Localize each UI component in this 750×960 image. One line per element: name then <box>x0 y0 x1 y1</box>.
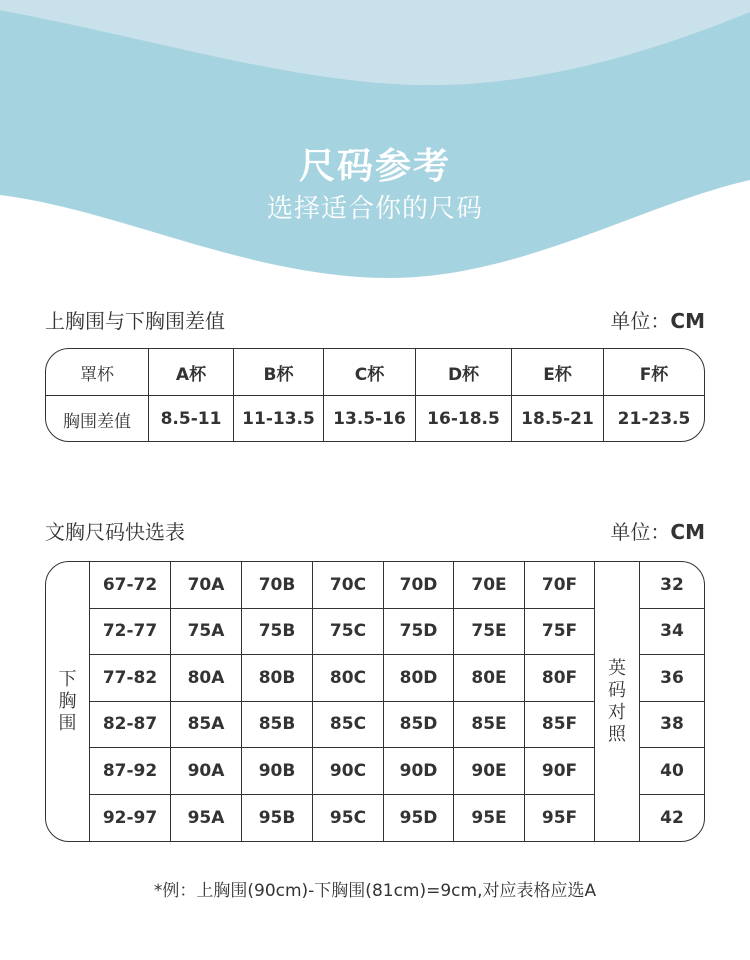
bra-size-cell: 75A <box>171 609 242 656</box>
unit-label: 单位： <box>610 309 671 333</box>
uk-size-cell: 38 <box>640 702 704 749</box>
diff-value-cell: 8.5-11 <box>149 396 234 442</box>
underbust-range-cell: 77-82 <box>90 655 171 702</box>
bra-size-cell: 80A <box>171 655 242 702</box>
uk-size-cell: 32 <box>640 562 704 609</box>
bra-size-cell: 80B <box>242 655 313 702</box>
bra-size-cell: 85D <box>384 702 454 749</box>
vertical-label-char: 照 <box>608 723 626 745</box>
bra-size-cell: 95C <box>313 795 384 842</box>
cup-header-cell: C杯 <box>324 349 416 396</box>
bra-size-cell: 95F <box>525 795 595 842</box>
uk-size-cell: 36 <box>640 655 704 702</box>
example-note: *例：上胸围(90cm)-下胸围(81cm)=9cm,对应表格应选A <box>153 881 597 901</box>
bra-size-cell: 90E <box>454 748 525 795</box>
bra-size-table <box>45 561 705 842</box>
uk-size-cell: 34 <box>640 609 704 656</box>
diff-value-cell: 21-23.5 <box>617 409 691 429</box>
vertical-label-char: 对 <box>608 701 626 723</box>
uk-size-vertical-label <box>595 562 640 841</box>
uk-size-cell: 42 <box>660 807 684 828</box>
bra-size-cell: 90D <box>384 748 454 795</box>
bra-size-cell: 75D <box>384 609 454 656</box>
bra-size-cell: 70F <box>525 562 595 609</box>
bra-size-cell: 95A <box>171 795 242 842</box>
bra-size-cell: 95D <box>384 795 454 842</box>
bra-size-cell: 80D <box>384 655 454 702</box>
underbust-range-cell: 87-92 <box>90 748 171 795</box>
bra-size-cell: 80E <box>454 655 525 702</box>
cup-diff-section-title: 上胸围与下胸围差值 <box>45 309 225 333</box>
diff-value-cell: 18.5-21 <box>512 396 604 442</box>
cup-header-cell: F杯 <box>604 349 704 396</box>
cup-header-cell: A杯 <box>149 349 234 396</box>
unit-value: CM <box>670 309 705 333</box>
bra-size-cell: 85C <box>313 702 384 749</box>
vertical-label-char: 下 <box>58 668 77 690</box>
bra-size-cell: 85F <box>525 702 595 749</box>
vertical-label-char: 码 <box>608 679 626 701</box>
unit-label: 单位： <box>610 520 671 544</box>
bra-size-cell: 75E <box>454 609 525 656</box>
cup-diff-table <box>45 348 705 442</box>
bra-size-cell: 70E <box>454 562 525 609</box>
bra-size-cell: 95E <box>454 795 525 842</box>
bra-size-cell: 70D <box>384 562 454 609</box>
diff-value-cell: 16-18.5 <box>416 396 512 442</box>
cup-header-cell: D杯 <box>416 349 512 396</box>
bra-size-cell: 70B <box>242 562 313 609</box>
bra-size-cell: 70C <box>313 562 384 609</box>
underbust-range-cell: 67-72 <box>90 562 171 609</box>
underbust-range-cell: 92-97 <box>90 795 171 842</box>
vertical-label-char: 胸 <box>58 690 77 712</box>
bra-size-cell: 90A <box>171 748 242 795</box>
page-title: 尺码参考 <box>298 146 451 187</box>
diff-value-cell: 11-13.5 <box>234 396 324 442</box>
bra-size-cell: 80C <box>313 655 384 702</box>
underbust-range-cell: 82-87 <box>90 702 171 749</box>
cup-header-cell: E杯 <box>512 349 604 396</box>
vertical-label-char: 围 <box>58 712 77 734</box>
bra-size-cell: 90F <box>525 748 595 795</box>
diff-row-label: 胸围差值 <box>46 396 149 442</box>
bra-size-cell: 85E <box>454 702 525 749</box>
unit-value: CM <box>670 520 705 544</box>
bra-size-cell: 80F <box>525 655 595 702</box>
bra-size-cell: 75B <box>242 609 313 656</box>
uk-size-cell: 40 <box>640 748 704 795</box>
bra-size-cell: 90B <box>242 748 313 795</box>
bra-size-cell: 90C <box>313 748 384 795</box>
bra-size-cell: 85B <box>242 702 313 749</box>
bra-size-cell: 75C <box>313 609 384 656</box>
bra-size-cell: 95B <box>242 795 313 842</box>
cup-diff-unit <box>610 305 705 334</box>
bra-size-cell: 75F <box>525 609 595 656</box>
bra-size-cell: 85A <box>171 702 242 749</box>
cup-header-cell: B杯 <box>234 349 324 396</box>
size-section-title: 文胸尺码快选表 <box>45 520 185 544</box>
size-unit <box>610 516 705 545</box>
cup-header-label: 罩杯 <box>46 349 149 396</box>
bra-size-cell: 70A <box>171 562 242 609</box>
vertical-label-char: 英 <box>608 657 626 679</box>
underbust-range-cell: 72-77 <box>90 609 171 656</box>
diff-value-cell: 13.5-16 <box>324 396 416 442</box>
underbust-vertical-label <box>46 562 90 841</box>
page-subtitle: 选择适合你的尺码 <box>266 194 483 224</box>
